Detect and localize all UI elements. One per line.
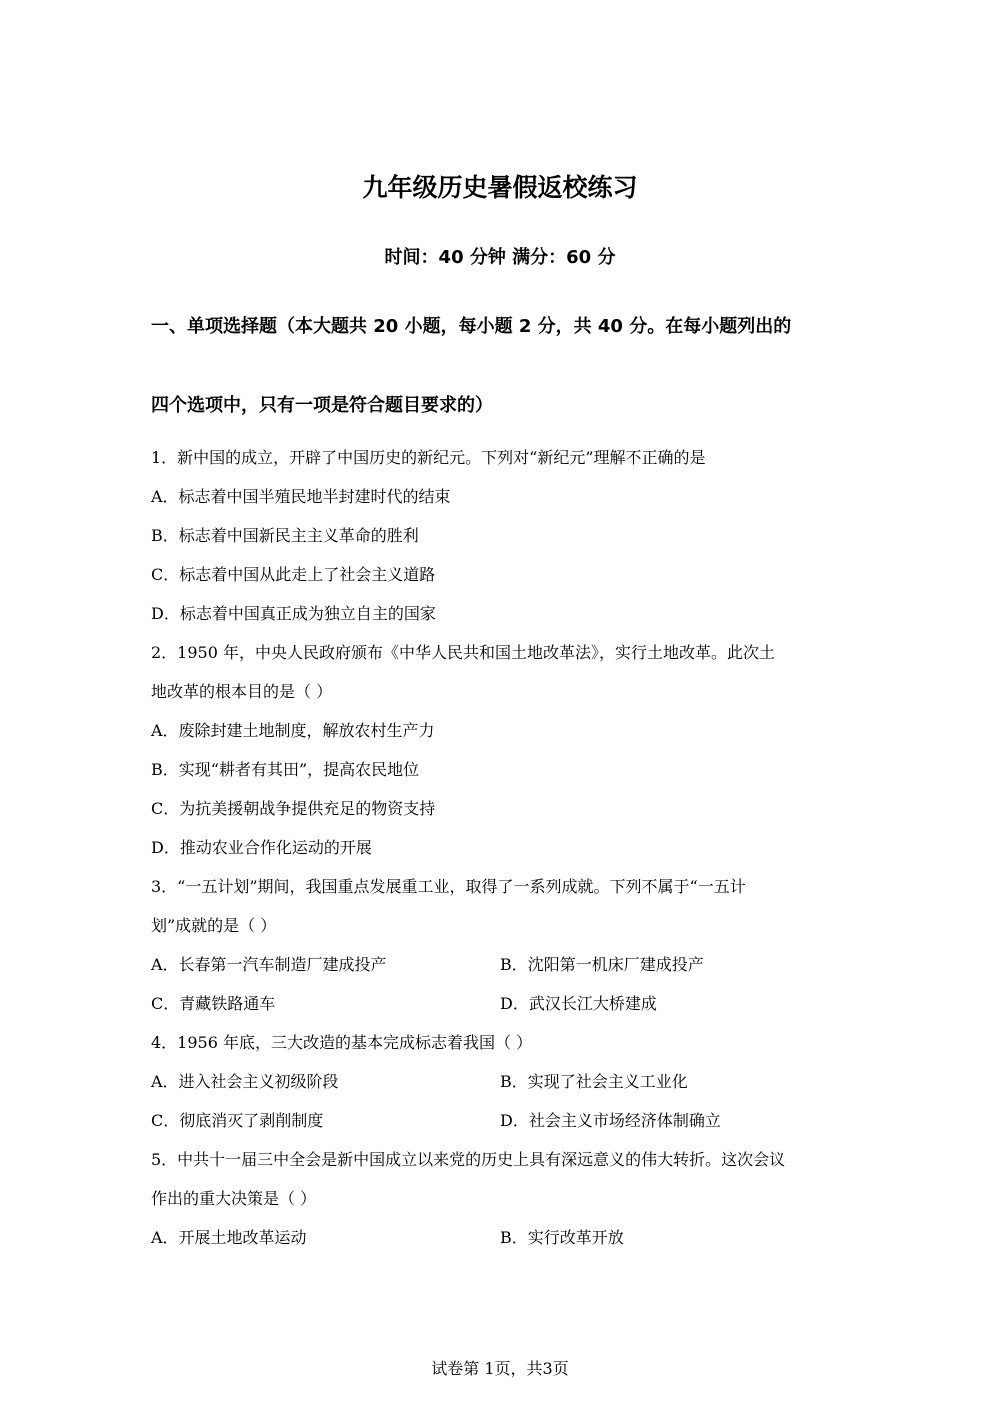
q1-option-d: D．标志着中国真正成为独立自主的国家 [151, 604, 436, 623]
q1-option-a: A．标志着中国半殖民地半封建时代的结束 [151, 487, 451, 506]
q2-option-b: B．实现“耕者有其田”，提高农民地位 [151, 760, 420, 779]
q2-stem-line-1: 2．1950 年，中央人民政府颁布《中华人民共和国土地改革法》，实行土地改革。此次土 [151, 643, 775, 662]
q3-option-d: D．武汉长江大桥建成 [500, 994, 657, 1013]
q4-option-a: A．进入社会主义初级阶段 [151, 1072, 339, 1091]
q2-option-a: A．废除封建土地制度，解放农村生产力 [151, 721, 435, 740]
q3-option-a: A．长春第一汽车制造厂建成投产 [151, 955, 387, 974]
section-heading-line-2: 四个选项中，只有一项是符合题目要求的） [151, 395, 493, 416]
exam-time-and-score: 时间：40 分钟 满分：60 分 [384, 247, 616, 268]
q5-stem-line-1: 5．中共十一届三中全会是新中国成立以来党的历史上具有深远意义的伟大转折。这次会议 [151, 1150, 786, 1169]
q5-stem-line-2: 作出的重大决策是（ ） [151, 1189, 317, 1208]
q2-option-d: D．推动农业合作化运动的开展 [151, 838, 372, 857]
q3-option-c: C．青藏铁路通车 [151, 994, 276, 1013]
q3-stem-line-1: 3．“一五计划”期间，我国重点发展重工业，取得了一系列成就。下列不属于“一五计 [151, 877, 746, 896]
q4-stem: 4．1956 年底，三大改造的基本完成标志着我国（ ） [151, 1033, 533, 1052]
q1-option-c: C．标志着中国从此走上了社会主义道路 [151, 565, 436, 584]
q5-option-a: A．开展土地改革运动 [151, 1228, 307, 1247]
q3-option-b: B．沈阳第一机床厂建成投产 [500, 955, 704, 974]
q2-option-c: C．为抗美援朝战争提供充足的物资支持 [151, 799, 436, 818]
page-footer: 试卷第 1页，共3页 [431, 1359, 569, 1378]
q4-option-d: D．社会主义市场经济体制确立 [500, 1111, 721, 1130]
section-heading-line-1: 一、单项选择题（本大题共 20 小题，每小题 2 分，共 40 分。在每小题列出的 [151, 316, 792, 337]
q3-stem-line-2: 划”成就的是（ ） [151, 916, 277, 935]
q5-option-b: B．实行改革开放 [500, 1228, 624, 1247]
q1-stem: 1．新中国的成立，开辟了中国历史的新纪元。下列对“新纪元”理解不正确的是 [151, 448, 706, 467]
q1-option-b: B．标志着中国新民主主义革命的胜利 [151, 526, 419, 545]
q2-stem-line-2: 地改革的根本目的是（ ） [151, 682, 333, 701]
q4-option-b: B．实现了社会主义工业化 [500, 1072, 688, 1091]
page-title: 九年级历史暑假返校练习 [362, 173, 638, 202]
q4-option-c: C．彻底消灭了剥削制度 [151, 1111, 324, 1130]
